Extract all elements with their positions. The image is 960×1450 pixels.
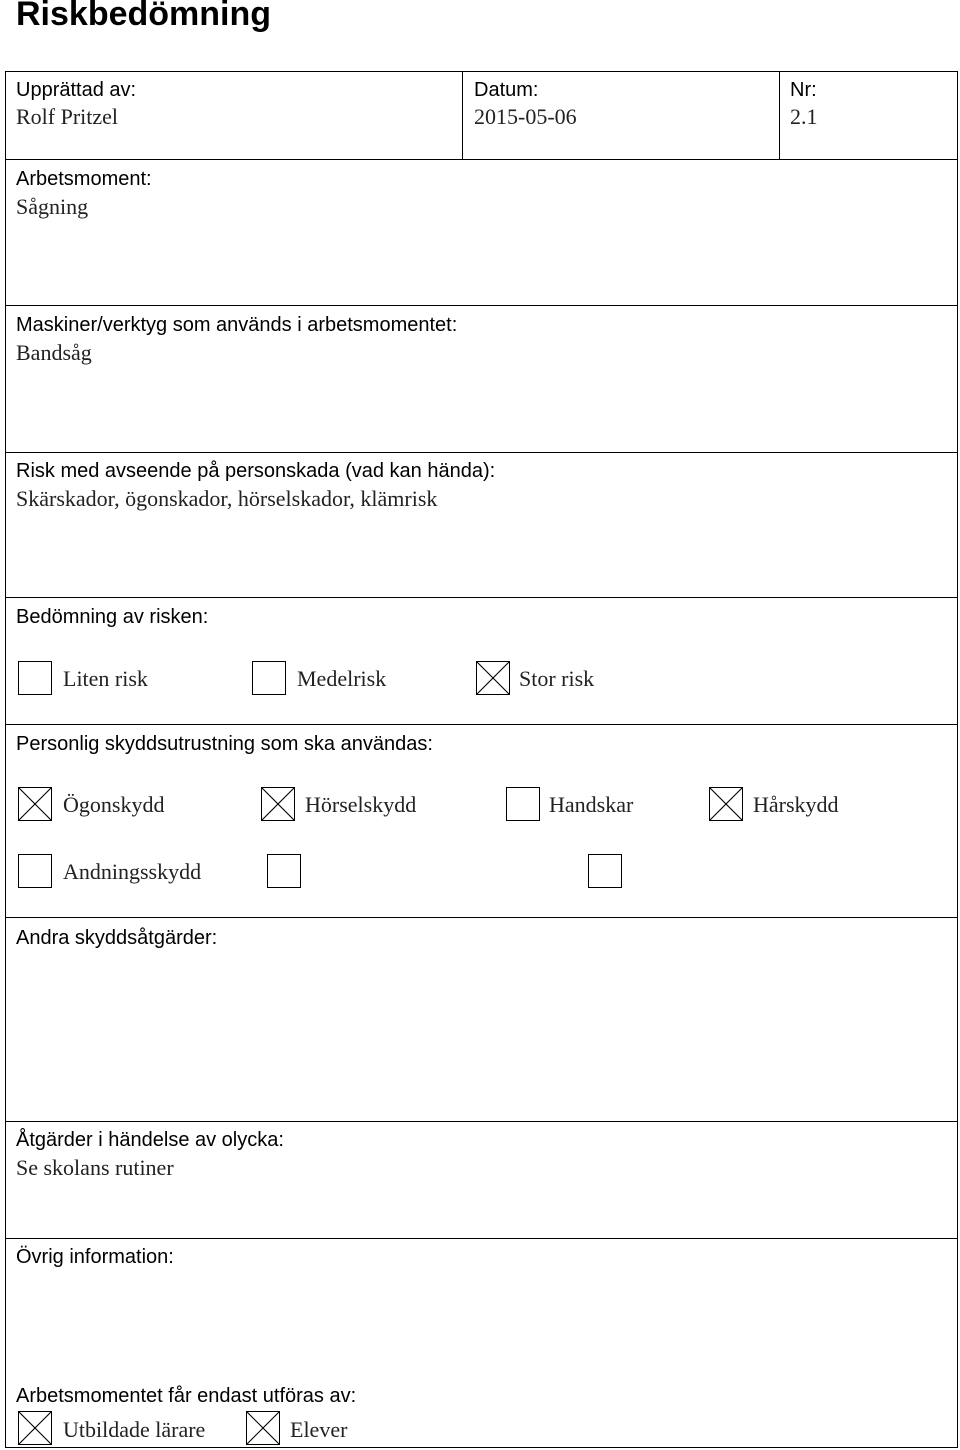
authorized-label: Arbetsmomentet får endast utföras av: <box>16 1385 357 1407</box>
date-label: Datum: <box>474 79 539 101</box>
nr-label: Nr: <box>790 79 817 101</box>
row-divider <box>6 917 957 918</box>
accident-actions-value: Se skolans rutiner <box>16 1155 174 1180</box>
checkbox-label-high-risk: Stor risk <box>519 666 595 691</box>
prepared-by-value: Rolf Pritzel <box>16 104 119 129</box>
checkmark-x-icon <box>247 1412 279 1444</box>
row-divider <box>6 1121 957 1122</box>
checkbox-label-eye-protection: Ögonskydd <box>63 792 165 817</box>
checkmark-x-icon <box>477 662 509 694</box>
risk-value: Skärskador, ögonskador, hörselskador, klämrisk <box>16 486 438 511</box>
checkbox-hair-protection[interactable] <box>709 787 743 821</box>
checkbox-eye-protection[interactable] <box>18 787 52 821</box>
work-task-label: Arbetsmoment: <box>16 168 152 190</box>
date-value: 2015-05-06 <box>474 104 577 129</box>
row-divider <box>6 724 957 725</box>
accident-actions-label: Åtgärder i händelse av olycka: <box>16 1129 284 1151</box>
machines-value: Bandsåg <box>16 340 92 365</box>
other-measures-label: Andra skyddsåtgärder: <box>16 927 218 949</box>
checkbox-label-hair-protection: Hårskydd <box>753 792 839 817</box>
checkbox-medium-risk[interactable] <box>252 661 286 695</box>
checkmark-x-icon <box>710 788 742 820</box>
risk-assessment-form <box>5 71 958 1448</box>
checkbox-gloves[interactable] <box>506 787 540 821</box>
checkbox-blank-2[interactable] <box>588 854 622 888</box>
row-divider <box>6 597 957 598</box>
header-divider-1 <box>462 72 463 160</box>
checkbox-label-respiratory-protection: Andningsskydd <box>63 859 202 884</box>
checkbox-label-small-risk: Liten risk <box>63 666 148 691</box>
row-divider <box>6 159 957 160</box>
checkbox-small-risk[interactable] <box>18 661 52 695</box>
checkbox-blank-1[interactable] <box>267 854 301 888</box>
checkbox-label-students: Elever <box>290 1417 348 1442</box>
checkbox-students[interactable] <box>246 1411 280 1445</box>
checkbox-trained-teachers[interactable] <box>18 1411 52 1445</box>
nr-value: 2.1 <box>790 104 818 129</box>
checkbox-respiratory-protection[interactable] <box>18 854 52 888</box>
assessment-label: Bedömning av risken: <box>16 606 209 628</box>
page-title: Riskbedömning <box>16 0 272 33</box>
row-divider <box>6 452 957 453</box>
checkbox-label-gloves: Handskar <box>549 792 634 817</box>
risk-label: Risk med avseende på personskada (vad kan hända): <box>16 460 496 482</box>
checkbox-hearing-protection[interactable] <box>261 787 295 821</box>
row-divider <box>6 1238 957 1239</box>
checkbox-label-hearing-protection: Hörselskydd <box>305 792 417 817</box>
checkbox-high-risk[interactable] <box>476 661 510 695</box>
checkbox-label-trained-teachers: Utbildade lärare <box>63 1417 206 1442</box>
other-info-label: Övrig information: <box>16 1246 174 1268</box>
checkmark-x-icon <box>262 788 294 820</box>
checkmark-x-icon <box>19 788 51 820</box>
checkbox-label-medium-risk: Medelrisk <box>297 666 387 691</box>
ppe-label: Personlig skyddsutrustning som ska användas: <box>16 733 433 755</box>
prepared-by-label: Upprättad av: <box>16 79 137 101</box>
checkmark-x-icon <box>19 1412 51 1444</box>
machines-label: Maskiner/verktyg som används i arbetsmomentet: <box>16 314 458 336</box>
header-divider-2 <box>779 72 780 160</box>
row-divider <box>6 305 957 306</box>
work-task-value: Sågning <box>16 194 89 219</box>
